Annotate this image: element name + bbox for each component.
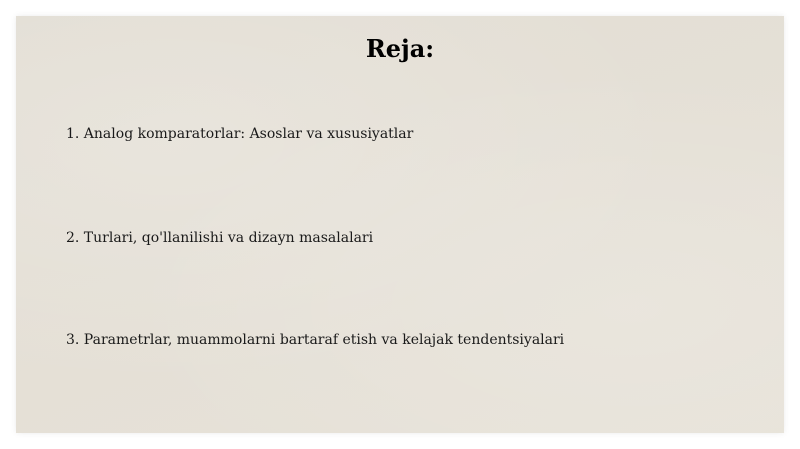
slide-title: Reja: xyxy=(365,34,435,63)
agenda-item-2: 2. Turlari, qo'llanilishi va dizayn masalalari xyxy=(66,230,374,246)
agenda-item-1: 1. Analog komparatorlar: Asoslar va xususiyatlar xyxy=(66,126,414,142)
agenda-item-3: 3. Parametrlar, muammolarni bartaraf etish va kelajak tendentsiyalari xyxy=(66,332,565,348)
slide xyxy=(16,16,784,433)
